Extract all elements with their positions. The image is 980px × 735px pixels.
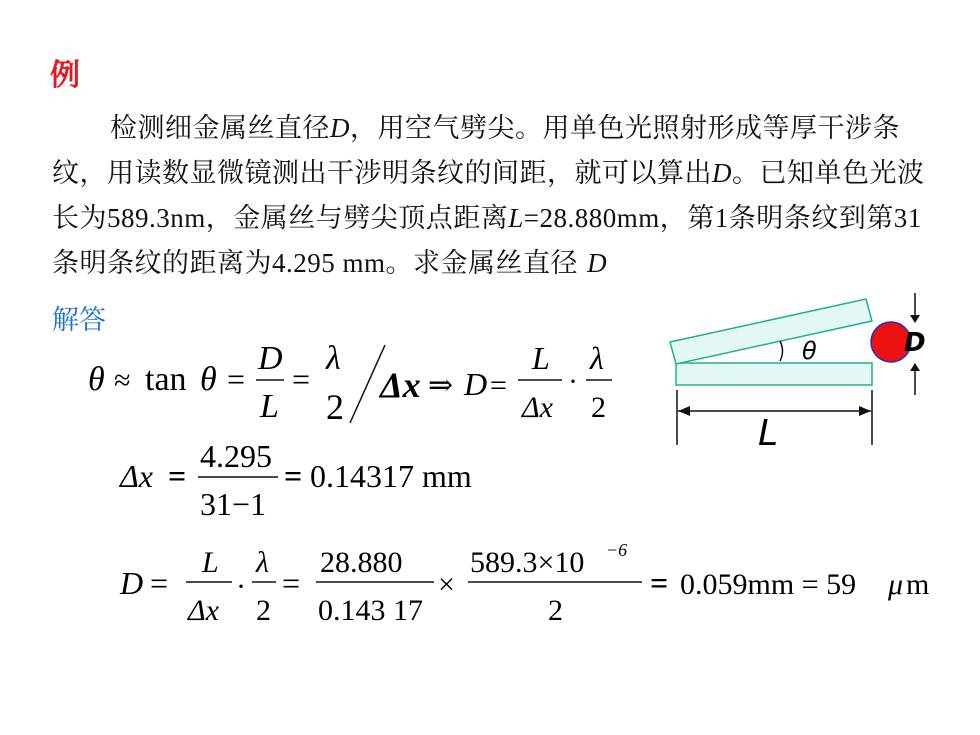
problem-part-8: 。求金属丝直径 bbox=[385, 248, 579, 279]
eq1-L: L bbox=[260, 388, 279, 425]
equation-3 bbox=[120, 538, 950, 628]
eq1-implies: ⇒ bbox=[428, 369, 454, 402]
problem-part-4: ，金属丝与劈尖顶点距离 bbox=[205, 203, 509, 234]
eq3-dot: · bbox=[236, 570, 246, 603]
theta-label: θ bbox=[802, 337, 817, 365]
problem-part-6: 条明条纹到第 bbox=[728, 203, 894, 234]
fringe-number-1: 1 bbox=[714, 203, 729, 233]
eq1-dot: · bbox=[568, 365, 578, 398]
l-arrowhead-right bbox=[859, 406, 871, 416]
eq2-equals: = bbox=[168, 458, 187, 494]
var-d: D bbox=[712, 158, 732, 188]
equation-1 bbox=[80, 335, 640, 435]
equation-2 bbox=[120, 435, 500, 525]
eq3-num1: 28.880 bbox=[320, 546, 403, 579]
eq2-equals-2: = bbox=[284, 458, 303, 494]
d-arrowhead-bottom bbox=[910, 363, 920, 371]
distance-value: 4.295 mm bbox=[272, 248, 386, 278]
eq2-dx: Δx bbox=[120, 458, 153, 494]
answer-label: 解答 bbox=[52, 305, 106, 336]
eq1-approx: ≈ bbox=[114, 364, 131, 397]
d-label: D bbox=[904, 328, 926, 358]
eq3-lambda: λ bbox=[256, 546, 269, 579]
eq3-exponent: −6 bbox=[606, 540, 628, 560]
eq3-den1: 0.143 17 bbox=[318, 594, 423, 627]
problem-part-7: 条明条纹的距离为 bbox=[52, 248, 272, 279]
l-label: L bbox=[758, 413, 779, 454]
eq1-theta2: θ bbox=[200, 361, 217, 398]
eq3-equals-3: = bbox=[650, 565, 669, 601]
d-arrowhead-top bbox=[910, 315, 920, 323]
eq1-equals: = bbox=[227, 361, 246, 397]
problem-part-3: 。已知单色光波长为 bbox=[52, 158, 925, 234]
problem-text bbox=[52, 106, 932, 286]
eq3-two: 2 bbox=[256, 594, 271, 627]
var-d: D bbox=[587, 248, 608, 278]
eq1-L2: L bbox=[532, 340, 550, 376]
eq3-equals: = bbox=[150, 565, 169, 601]
eq3-D: D bbox=[120, 565, 144, 601]
eq3-dx: Δx bbox=[188, 594, 219, 627]
eq1-dx: Δx bbox=[380, 365, 421, 405]
eq1-lambda: λ bbox=[326, 340, 341, 377]
eq3-equals-2: = bbox=[282, 565, 301, 601]
eq1-theta: θ bbox=[88, 361, 105, 398]
eq1-equals-2: = bbox=[292, 361, 311, 397]
eq1-D: D bbox=[258, 340, 283, 377]
bottom-glass-plate bbox=[676, 363, 872, 385]
wavelength-value: 589.3nm bbox=[107, 203, 206, 233]
length-value: =28.880mm bbox=[523, 203, 660, 233]
eq3-num2: 589.3×10 bbox=[470, 546, 585, 579]
fringe-number-31: 31 bbox=[893, 203, 922, 233]
example-heading: 例 bbox=[50, 58, 80, 93]
eq3-result: 0.059mm = 59 bbox=[680, 568, 857, 601]
problem-part-1: 检测细金属丝直径 bbox=[110, 113, 330, 144]
eq1-dx2: Δx bbox=[522, 391, 553, 424]
eq1-tan: tan bbox=[145, 361, 187, 398]
eq2-numerator: 4.295 bbox=[200, 438, 272, 474]
eq3-unit-m: m bbox=[906, 568, 930, 601]
l-arrowhead-left bbox=[678, 406, 690, 416]
eq1-two2: 2 bbox=[591, 391, 606, 424]
eq1-equals-3: = bbox=[490, 369, 507, 402]
eq2-denominator: 31−1 bbox=[200, 486, 267, 522]
eq1-lambda2: λ bbox=[590, 340, 604, 376]
problem-part-2: ，用空气劈尖。用单色光照射形成等厚干涉条纹，用读数显微镜测出干涉明条纹的间距，就可以算出 bbox=[52, 113, 900, 189]
problem-part-5: ，第 bbox=[659, 203, 715, 234]
eq3-mu: μ bbox=[888, 568, 904, 601]
eq3-den2: 2 bbox=[548, 594, 563, 627]
top-glass-plate bbox=[670, 299, 872, 364]
air-wedge-diagram bbox=[660, 285, 950, 460]
eq1-D2: D bbox=[464, 366, 488, 402]
eq2-result: 0.14317 mm bbox=[310, 458, 472, 494]
eq3-L: L bbox=[202, 546, 219, 579]
eq1-two: 2 bbox=[326, 387, 344, 427]
var-d: D bbox=[330, 113, 350, 143]
angle-arc bbox=[780, 341, 783, 361]
eq3-times: × bbox=[438, 568, 455, 601]
var-l: L bbox=[508, 203, 524, 233]
